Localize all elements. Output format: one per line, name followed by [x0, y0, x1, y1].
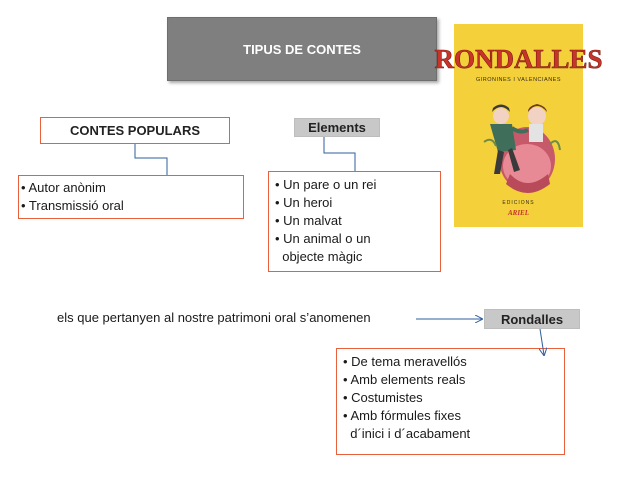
list-item: • Un malvat	[275, 213, 342, 228]
connector-popular-to-autor	[135, 144, 167, 175]
list-item: • Costumistes	[343, 390, 423, 405]
sentence-text: els que pertanyen al nostre patrimoni oral s’anomenen	[57, 310, 371, 325]
list-item: • Un pare o un rei	[275, 177, 377, 192]
elements-label-text: Elements	[308, 120, 366, 135]
list-item: • De tema meravellós	[343, 354, 467, 369]
book-subtitle: GIRONINES I VALENCIANES	[475, 77, 562, 83]
list-item: • Amb elements reals	[343, 372, 466, 387]
rondalles-label-text: Rondalles	[500, 311, 564, 327]
contes-populars-label: CONTES POPULARS	[69, 123, 200, 138]
connector-elements-to-list	[324, 137, 355, 171]
book-publisher-line: EDICIONS	[502, 200, 535, 206]
list-item: objecte màgic	[275, 249, 363, 264]
list-item: • Autor anònim	[21, 180, 106, 195]
list-item: • Amb fórmules fixes	[343, 408, 461, 423]
book-publisher: ARIEL	[507, 209, 530, 217]
arrow-rondalles-to-box	[540, 329, 544, 355]
title-text: TIPUS DE CONTES	[243, 41, 361, 57]
book-title: RONDALLES	[434, 44, 603, 74]
list-item: • Un heroi	[275, 195, 333, 210]
list-item: • Un animal o un	[275, 231, 371, 246]
list-item: d´inici i d´acabament	[343, 426, 471, 441]
list-item: • Transmissió oral	[21, 198, 124, 213]
